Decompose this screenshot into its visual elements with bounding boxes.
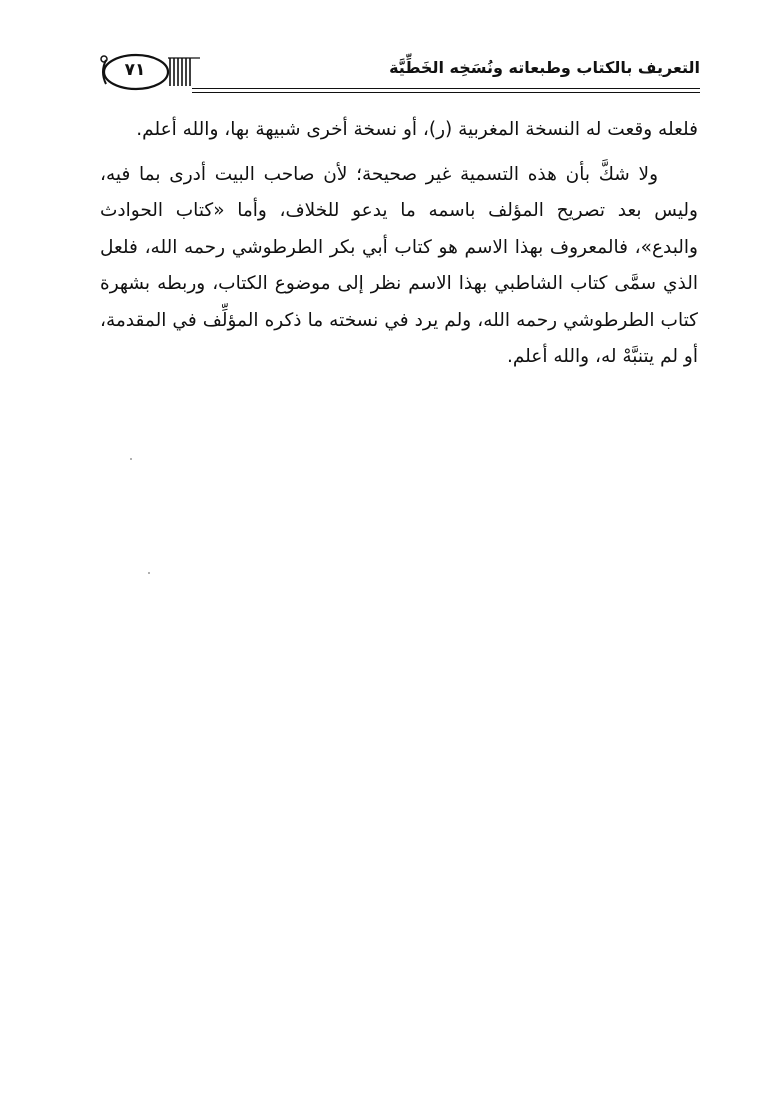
running-header-title: التعريف بالكتاب وطبعاته ونُسَخِه الخَطِّيَّة	[389, 58, 700, 77]
paragraph-text: فلعله وقعت له النسخة المغربية (ر)، أو نسخة أخرى شبيهة بها، والله أعلم.	[136, 119, 698, 140]
body-text	[100, 112, 698, 384]
paragraph	[100, 157, 698, 376]
paragraph-text: ولا شكَّ بأن هذه التسمية غير صحيحة؛ لأن صاحب البيت أدرى بما فيه، وليس بعد تصريح المؤلف باسمه ما يدعو للخلاف، وأما «كتاب الحوادث والبدع»، فالمعروف بهذا الاسم هو كتاب أبي بكر الطرطوشي رحمه الله، فلعل الذي سمَّى كتاب الشاطبي بهذا الاسم نظر إلى موضوع الكتاب، وربطه بشهرة كتاب الطرطوشي رحمه الله، ولم يرد في نسخته ما ذكره المؤلِّف في المقدمة، أو لم يتنبَّهْ له، والله أعلم.	[100, 163, 698, 367]
paragraph	[100, 112, 698, 149]
page-number: ٧١	[124, 60, 146, 80]
header-rule-secondary	[192, 92, 700, 93]
header-rule	[192, 88, 700, 89]
scan-speck	[148, 572, 150, 574]
running-header	[96, 48, 700, 100]
scan-speck	[130, 458, 132, 460]
